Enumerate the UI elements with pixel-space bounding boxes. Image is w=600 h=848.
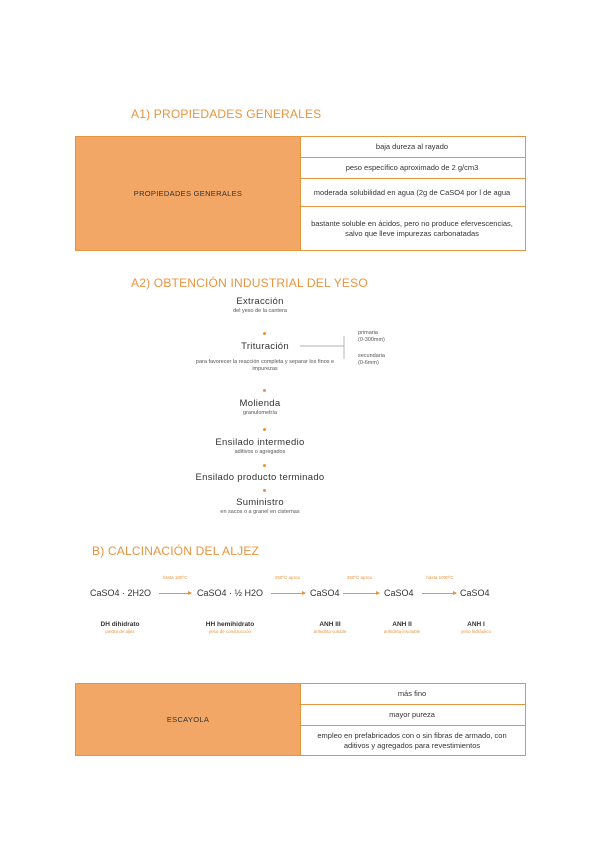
flow-dot (263, 464, 266, 467)
phase-desc: yeso de construcción (208, 629, 252, 634)
process-step-molienda (200, 398, 320, 416)
step-note: aditivos o agregados (234, 449, 286, 455)
formula-anh-ii: CaSO4 (384, 588, 414, 598)
flow-dot (263, 428, 266, 431)
properties-table-label: PROPIEDADES GENERALES (76, 137, 301, 250)
branch-label: primaria (358, 330, 378, 336)
phase-desc: anhidrita soluble (313, 629, 347, 634)
step-title: Ensilado intermedio (215, 437, 305, 448)
escayola-table-label: ESCAYOLA (76, 684, 301, 755)
formula-dihidrato: CaSO4 · 2H2O (90, 588, 152, 598)
arrow-label: 250ºC aprox. (274, 575, 302, 580)
step-title: Ensilado producto terminado (195, 472, 325, 483)
reaction-arrow (271, 593, 305, 594)
branch-primaria (358, 330, 385, 344)
flow-dot (263, 332, 266, 335)
process-step-ensilado-terminado (185, 472, 335, 483)
heading-propiedades-generales: A1) PROPIEDADES GENERALES (131, 107, 322, 121)
properties-table (75, 136, 526, 251)
property-row: peso específico aproximado de 2 g/cm3 (299, 158, 525, 179)
reaction-arrow (422, 593, 456, 594)
phase-hemihidrato (195, 621, 265, 634)
process-step-ensilado-intermedio (190, 437, 330, 455)
step-note: del yeso de la cantera (233, 308, 287, 314)
phase-anh-i (446, 621, 506, 634)
formula-anh-i: CaSO4 (460, 588, 490, 598)
step-title: Suministro (236, 497, 284, 508)
phase-desc: piedra de aljez (105, 629, 135, 634)
branch-range: (0-300mm) (358, 337, 385, 343)
escayola-table (75, 683, 526, 756)
branch-secundaria (358, 353, 385, 367)
reaction-arrow (343, 593, 379, 594)
step-note: en sacos o a granel en cisternas (220, 509, 300, 515)
process-step-extraccion (200, 296, 320, 314)
step-note: para favorecer la reacción completa y separar los finos e impurezas (195, 359, 335, 372)
escayola-row: empleo en prefabricados con o sin fibras de armado, con aditivos y agregados para revestimientos (317, 730, 507, 750)
phase-anh-iii (300, 621, 360, 634)
property-row: moderada solubilidad en agua (2g de CaSO4 por l de agua (299, 179, 525, 207)
branch-label: secundaria (358, 353, 385, 359)
branch-range: (0-6mm) (358, 360, 379, 366)
phase-name: HH hemihidrato (205, 621, 255, 628)
escayola-row: más fino (299, 684, 525, 705)
phase-name: ANH III (319, 621, 341, 628)
phase-desc: yeso hidráulico (460, 629, 492, 634)
phase-name: ANH II (392, 621, 412, 628)
phase-dihidrato (90, 621, 150, 634)
phase-name: DH dihidrato (100, 621, 140, 628)
heading-calcinacion: B) CALCINACIÓN DEL ALJEZ (92, 544, 260, 558)
property-row: baja dureza al rayado (299, 137, 525, 158)
branch-bracket (300, 333, 350, 363)
phase-name: ANH I (467, 621, 485, 628)
property-row: bastante soluble en ácidos, pero no produce efervescencias, salvo que lleve impurezas carbonatadas (311, 218, 513, 238)
arrow-label: hasta 180ºC (162, 575, 188, 580)
phase-desc: anhidrita insoluble (383, 629, 421, 634)
escayola-row: mayor pureza (299, 705, 525, 726)
formula-hemihidrato: CaSO4 · ½ H2O (197, 588, 264, 598)
phase-anh-ii (372, 621, 432, 634)
step-title: Trituración (241, 341, 289, 352)
process-step-suministro (200, 497, 320, 515)
arrow-label: 350ºC aprox. (346, 575, 374, 580)
arrow-label: hasta 1000ºC (426, 575, 454, 580)
formula-anh-iii: CaSO4 (310, 588, 340, 598)
flow-dot (263, 489, 266, 492)
step-note: granulometría (243, 410, 277, 416)
reaction-arrow (159, 593, 191, 594)
step-title: Molienda (239, 398, 281, 409)
heading-obtencion-industrial: A2) OBTENCIÓN INDUSTRIAL DEL YESO (131, 276, 368, 290)
flow-dot (263, 389, 266, 392)
step-title: Extracción (236, 296, 284, 307)
